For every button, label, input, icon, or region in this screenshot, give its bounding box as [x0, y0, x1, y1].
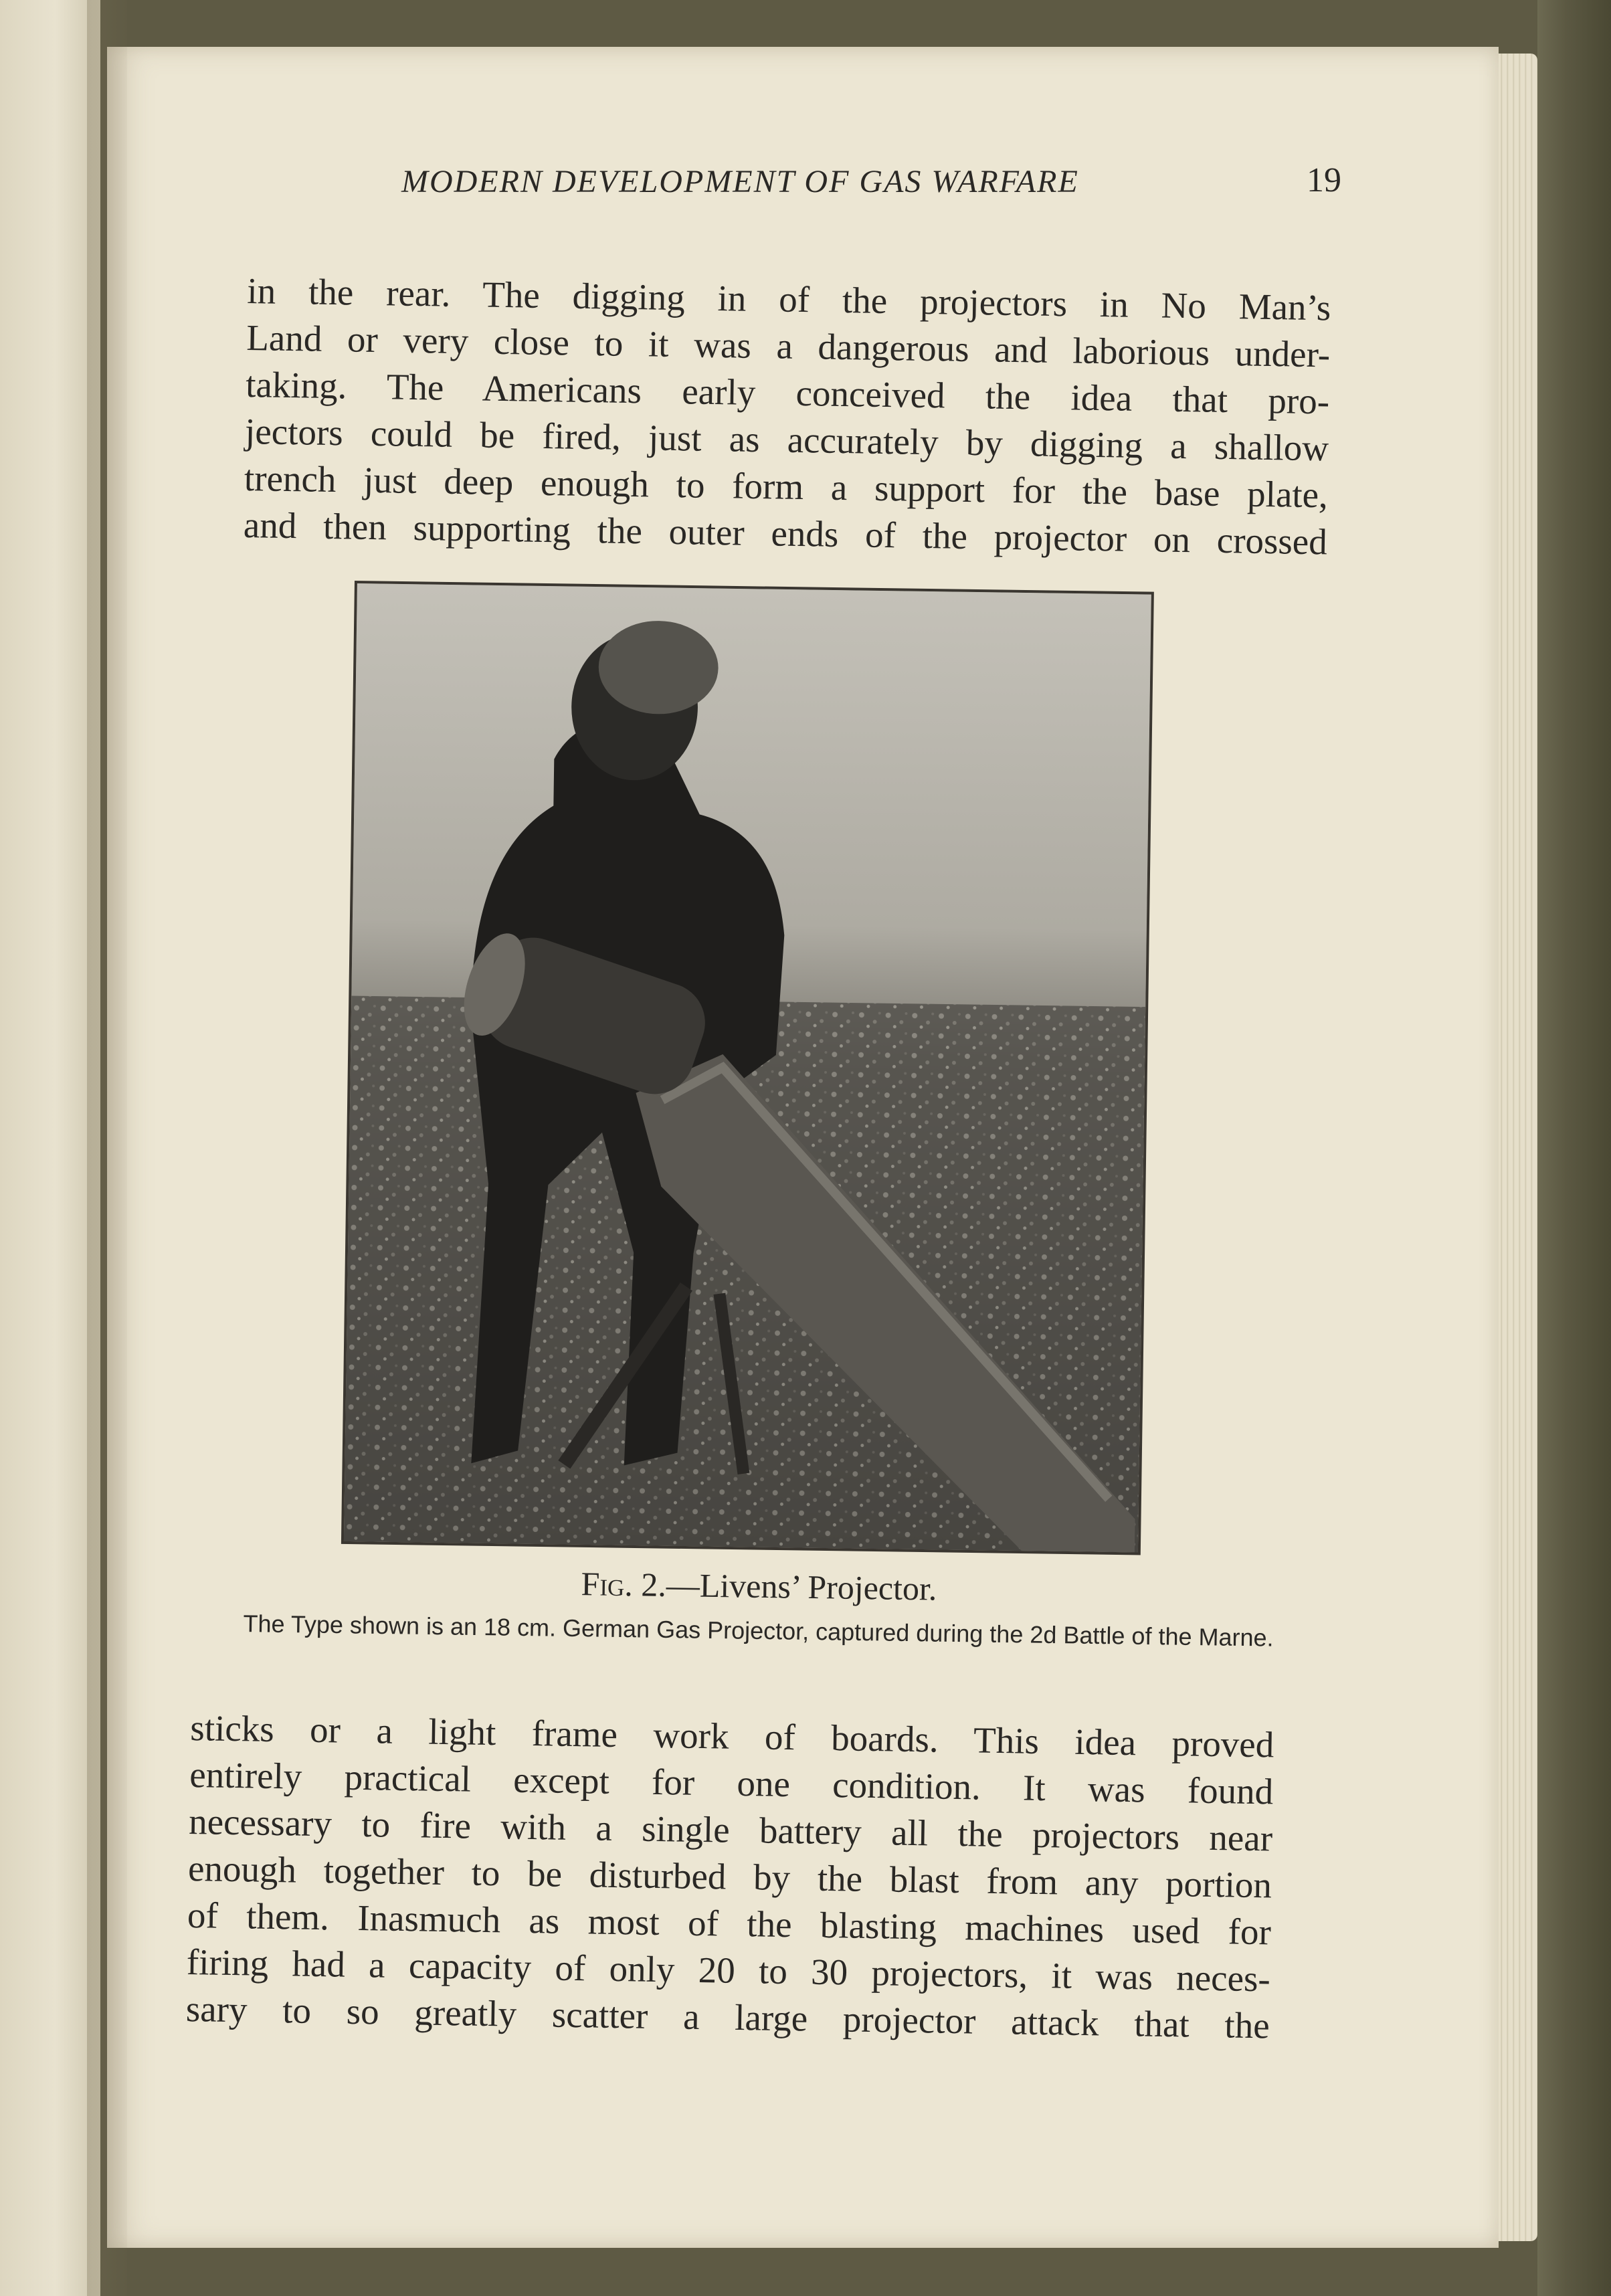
- text-line: jectors could be fired, just as accurately by digging a shallow: [244, 410, 1329, 469]
- running-head: [308, 151, 1341, 211]
- running-title: MODERN DEVELOPMENT OF GAS WARFARE: [401, 164, 1079, 199]
- text-line: in the rear. The digging in of the projectors in No Man’s: [246, 270, 1331, 328]
- facing-page-edge: [0, 0, 100, 2296]
- text-line: sary to so greatly scatter a large projector attack that the: [185, 1988, 1270, 2046]
- text-line: trench just deep enough to form a support for the base plate,: [244, 457, 1329, 516]
- paragraph-top: [243, 268, 1331, 565]
- text-line: Land or very close to it was a dangerous and laborious under-: [246, 316, 1331, 375]
- paragraph-bottom: [185, 1705, 1274, 2049]
- caption-body: The Type shown is an 18 cm. German Gas Projector, captured during the 2d Battle of the Marne.: [243, 1610, 1274, 1652]
- figure-title: —Livens’ Projector.: [666, 1565, 937, 1608]
- figure-label: Fig. 2.: [581, 1565, 667, 1604]
- photo-illustration: [344, 583, 1151, 1552]
- book-gutter: [87, 0, 127, 2296]
- text-line: firing had a capacity of only 20 to 30 projectors, it was neces-: [186, 1941, 1271, 2000]
- text-line: and then supporting the outer ends of the projector on crossed: [243, 504, 1328, 563]
- text-line: entirely practical except for one condition. It was found: [189, 1753, 1274, 1812]
- figure-photograph: [341, 581, 1154, 1555]
- text-line: necessary to fire with a single battery all the projectors near: [188, 1800, 1273, 1859]
- figure-caption: [236, 1559, 1281, 1654]
- book-cover-edge: [1537, 0, 1611, 2296]
- text-line: taking. The Americans early conceived the idea that pro-: [245, 363, 1330, 422]
- text-line: sticks or a light frame work of boards. This idea proved: [189, 1707, 1274, 1765]
- text-line: enough together to be disturbed by the blast from any portion: [187, 1847, 1272, 1906]
- text-line: of them. Inasmuch as most of the blasting machines used for: [187, 1894, 1272, 1953]
- page-number: 19: [1307, 161, 1341, 199]
